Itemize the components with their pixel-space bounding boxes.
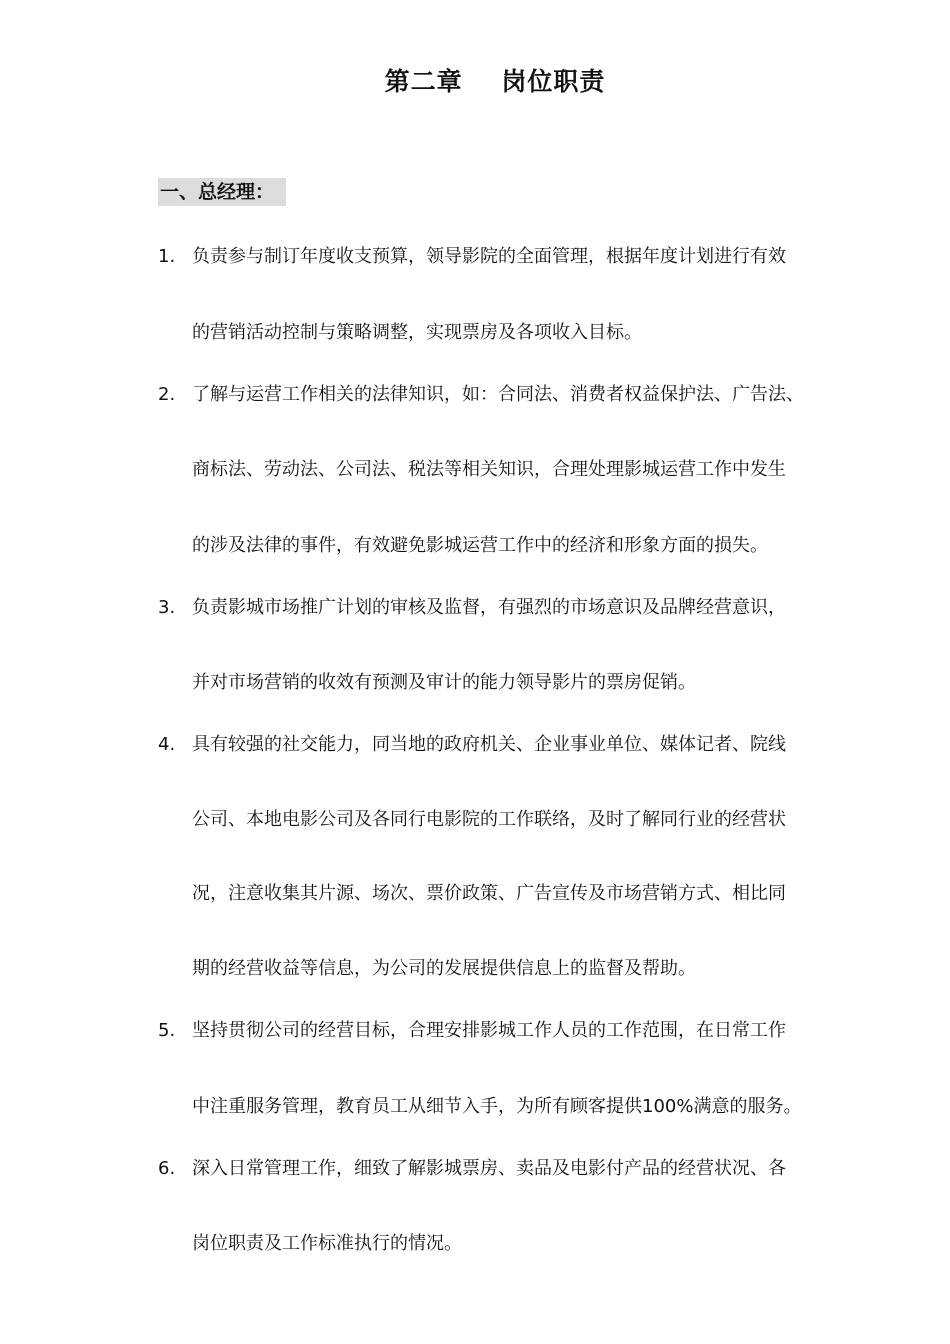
item-line: 负责参与制订年度收支预算，领导影院的全面管理，根据年度计划进行有效 xyxy=(192,246,786,267)
item-number: 5. xyxy=(158,1020,176,1041)
item-line: 的营销活动控制与策略调整，实现票房及各项收入目标。 xyxy=(192,322,642,343)
item-line: 坚持贯彻公司的经营目标，合理安排影城工作人员的工作范围，在日常工作 xyxy=(192,1020,786,1041)
item-number: 6. xyxy=(158,1158,176,1179)
item-number: 1. xyxy=(158,246,176,267)
item-line: 况，注意收集其片源、场次、票价政策、广告宣传及市场营销方式、相比同 xyxy=(192,883,786,904)
item-line: 中注重服务管理，教育员工从细节入手，为所有顾客提供100%满意的服务。 xyxy=(192,1096,802,1117)
item-line: 岗位职责及工作标准执行的情况。 xyxy=(192,1233,462,1254)
item-line: 了解与运营工作相关的法律知识，如：合同法、消费者权益保护法、广告法、 xyxy=(192,384,804,405)
item-line: 期的经营收益等信息，为公司的发展提供信息上的监督及帮助。 xyxy=(192,958,696,979)
item-line: 具有较强的社交能力，同当地的政府机关、企业事业单位、媒体记者、院线 xyxy=(192,734,786,755)
item-line: 深入日常管理工作，细致了解影城票房、卖品及电影付产品的经营状况、各 xyxy=(192,1158,786,1179)
item-line: 负责影城市场推广计划的审核及监督，有强烈的市场意识及品牌经营意识， xyxy=(192,597,786,618)
item-line: 并对市场营销的收效有预测及审计的能力领导影片的票房促销。 xyxy=(192,672,696,693)
item-line: 的涉及法律的事件，有效避免影城运营工作中的经济和形象方面的损失。 xyxy=(192,535,768,556)
item-number: 3. xyxy=(158,597,176,618)
section-heading: 一、总经理： xyxy=(158,178,286,206)
item-number: 4. xyxy=(158,734,176,755)
item-number: 2. xyxy=(158,384,176,405)
item-line: 商标法、劳动法、公司法、税法等相关知识，合理处理影城运营工作中发生 xyxy=(192,459,786,480)
item-line: 公司、本地电影公司及各同行电影院的工作联络，及时了解同行业的经营状 xyxy=(192,809,786,830)
chapter-title: 第二章 岗位职责 xyxy=(384,67,606,96)
